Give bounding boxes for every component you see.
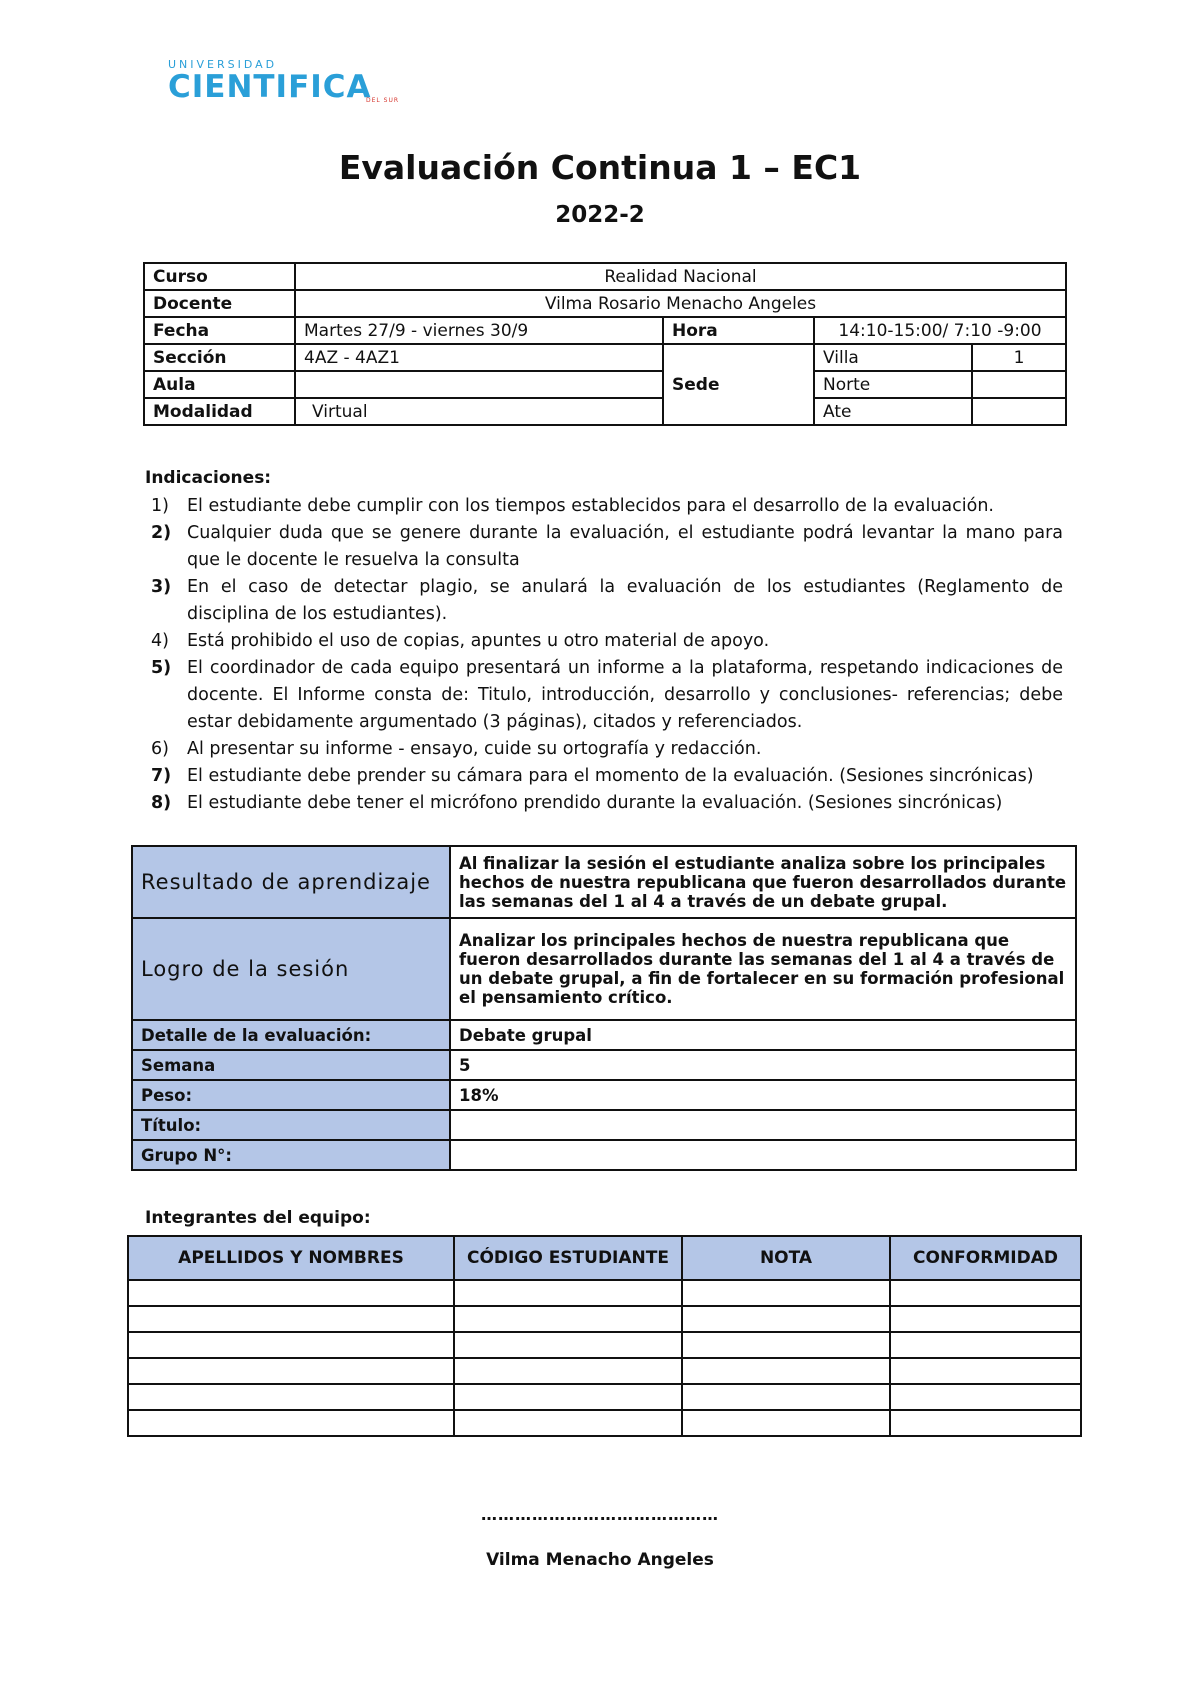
sede-label: Sede	[663, 344, 814, 425]
resultado-value: Al finalizar la sesión el estudiante analiza sobre los principales hechos de nuestra republicana que fueron desarrollados durante las semanas del 1 al 4 a través de un debate grupal.	[450, 846, 1076, 918]
table-row	[128, 1358, 1081, 1384]
item-text: Al presentar su informe - ensayo, cuide su ortografía y redacción.	[187, 739, 762, 759]
university-logo	[168, 58, 428, 138]
item-text: En el caso de detectar plagio, se anulará la evaluación de los estudiantes (Reglamento de disciplina de los estudiantes).	[187, 577, 1063, 624]
curso-value: Realidad Nacional	[295, 263, 1066, 290]
fecha-label: Fecha	[144, 317, 295, 344]
modalidad-value: Virtual	[295, 398, 663, 425]
item-number: 8)	[151, 793, 172, 813]
list-item	[145, 520, 1063, 574]
logro-value: Analizar los principales hechos de nuestra republicana que fueron desarrollados durante las semanas del 1 al 4 a través de un debate grupal, a fin de fortalecer en su formación profesional el pensamiento crítico.	[450, 918, 1076, 1020]
indicaciones-title: Indicaciones:	[145, 468, 272, 488]
seccion-label: Sección	[144, 344, 295, 371]
evaluation-details-table	[131, 845, 1077, 1171]
semana-label: Semana	[132, 1050, 450, 1080]
page-title: Evaluación Continua 1 – EC1	[338, 148, 862, 187]
seccion-value: 4AZ - 4AZ1	[295, 344, 663, 371]
indicaciones-list	[145, 493, 1063, 817]
sede-value: 1	[972, 344, 1066, 371]
column-header: CÓDIGO ESTUDIANTE	[454, 1236, 682, 1280]
titulo-value	[450, 1110, 1076, 1140]
peso-value: 18%	[450, 1080, 1076, 1110]
hora-value: 14:10-15:00/ 7:10 -9:00	[814, 317, 1066, 344]
sede-name: Norte	[814, 371, 972, 398]
semana-value: 5	[450, 1050, 1076, 1080]
detalle-label: Detalle de la evaluación:	[132, 1020, 450, 1050]
grupo-value	[450, 1140, 1076, 1170]
titulo-label: Título:	[132, 1110, 450, 1140]
signature-line: ……………………………………	[481, 1505, 719, 1524]
logo-sub: DEL SUR	[366, 97, 400, 104]
period: 2022-2	[555, 202, 645, 228]
table-row	[128, 1332, 1081, 1358]
list-item	[145, 574, 1063, 628]
sede-name: Ate	[814, 398, 972, 425]
list-item	[145, 628, 1063, 655]
signature-name: Vilma Menacho Angeles	[486, 1550, 714, 1570]
aula-value	[295, 371, 663, 398]
logo-name: CIENTIFICA	[168, 69, 372, 105]
sede-value	[972, 371, 1066, 398]
item-text: Está prohibido el uso de copias, apuntes u otro material de apoyo.	[187, 631, 770, 651]
docente-value: Vilma Rosario Menacho Angeles	[295, 290, 1066, 317]
item-text: El estudiante debe cumplir con los tiempos establecidos para el desarrollo de la evaluación.	[187, 496, 994, 516]
grupo-label: Grupo N°:	[132, 1140, 450, 1170]
fecha-value: Martes 27/9 - viernes 30/9	[295, 317, 663, 344]
detalle-value: Debate grupal	[450, 1020, 1076, 1050]
item-text: El estudiante debe prender su cámara para el momento de la evaluación. (Sesiones sincrónicas)	[187, 766, 1034, 786]
list-item	[145, 790, 1063, 817]
curso-label: Curso	[144, 263, 295, 290]
course-info-table	[143, 262, 1067, 426]
integrantes-title: Integrantes del equipo:	[145, 1208, 371, 1228]
list-item	[145, 493, 1063, 520]
item-number: 3)	[151, 577, 172, 597]
item-text: El estudiante debe tener el micrófono prendido durante la evaluación. (Sesiones sincrónicas)	[187, 793, 1003, 813]
aula-label: Aula	[144, 371, 295, 398]
logro-label: Logro de la sesión	[132, 918, 450, 1020]
item-text: El coordinador de cada equipo presentará un informe a la plataforma, respetando indicaciones de docente. El Informe consta de: Titulo, introducción, desarrollo y conclusiones- referencias; debe estar debidamente argumentado (3 páginas), citados y referenciados.	[187, 658, 1063, 732]
column-header: CONFORMIDAD	[890, 1236, 1081, 1280]
hora-label: Hora	[663, 317, 814, 344]
column-header: APELLIDOS Y NOMBRES	[128, 1236, 454, 1280]
item-number: 7)	[151, 766, 172, 786]
table-row	[128, 1384, 1081, 1410]
peso-label: Peso:	[132, 1080, 450, 1110]
sede-name: Villa	[814, 344, 972, 371]
table-row	[128, 1410, 1081, 1436]
item-number: 1)	[151, 496, 169, 516]
resultado-label: Resultado de aprendizaje	[132, 846, 450, 918]
table-row	[128, 1306, 1081, 1332]
item-number: 4)	[151, 631, 169, 651]
table-row	[128, 1280, 1081, 1306]
column-header: NOTA	[682, 1236, 890, 1280]
list-item	[145, 655, 1063, 736]
modalidad-label: Modalidad	[144, 398, 295, 425]
logo-top-text: UNIVERSIDAD	[168, 58, 278, 71]
item-number: 5)	[151, 658, 172, 678]
item-text: Cualquier duda que se genere durante la evaluación, el estudiante podrá levantar la mano para que le docente le resuelva la consulta	[187, 523, 1063, 570]
item-number: 2)	[151, 523, 172, 543]
sede-value	[972, 398, 1066, 425]
list-item	[145, 763, 1063, 790]
docente-label: Docente	[144, 290, 295, 317]
item-number: 6)	[151, 739, 169, 759]
team-members-table	[127, 1235, 1082, 1437]
list-item	[145, 736, 1063, 763]
